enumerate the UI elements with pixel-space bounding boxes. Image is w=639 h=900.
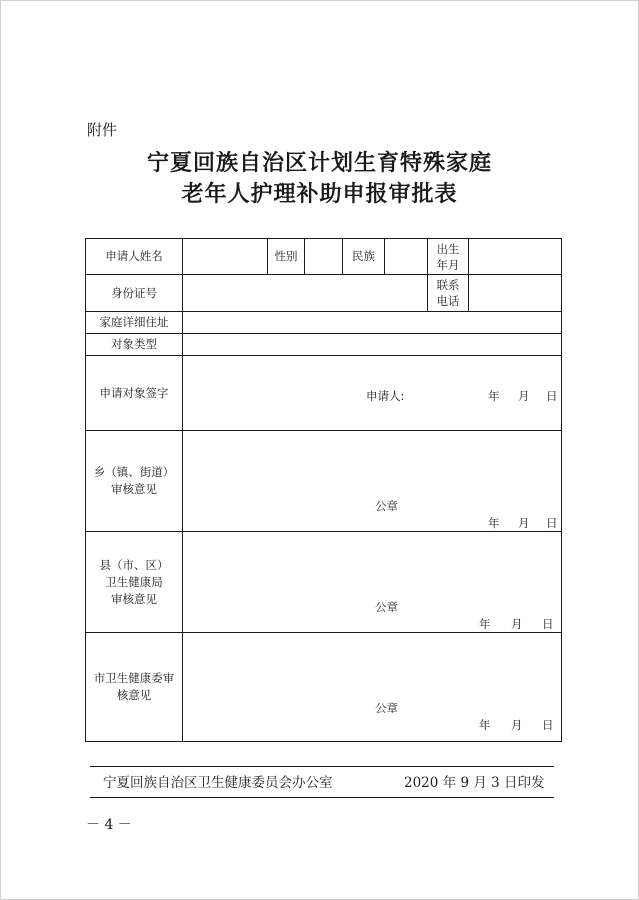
- subject-type-field[interactable]: [183, 334, 562, 356]
- footer-top-rule: [90, 766, 554, 767]
- county-label-line-1: 县（市、区）: [99, 557, 169, 572]
- gender-label: 性别: [268, 239, 305, 275]
- township-box: [183, 431, 561, 531]
- signature-field[interactable]: [183, 356, 562, 431]
- row-address: [86, 312, 562, 334]
- contact-label-line-2: 电话: [436, 294, 460, 308]
- township-day: 日: [546, 516, 558, 530]
- signature-year: 年: [488, 389, 500, 403]
- county-day: 日: [542, 617, 554, 631]
- township-review-label: [86, 431, 183, 532]
- township-month: 月: [518, 516, 530, 530]
- county-label-line-2: 卫生健康局: [105, 574, 163, 589]
- township-review-field[interactable]: [183, 431, 562, 532]
- row-township: [86, 431, 562, 532]
- township-label-line-2: 审核意见: [111, 482, 157, 496]
- signature-label: 申请对象签字: [86, 356, 183, 431]
- birth-label-line-1: 出生: [436, 241, 460, 256]
- row-county: [86, 532, 562, 633]
- contact-phone-label: [428, 275, 469, 312]
- id-number-label: 身份证号: [86, 275, 183, 312]
- county-review-field[interactable]: [183, 532, 562, 633]
- row-id: [86, 275, 562, 312]
- signature-box: [183, 356, 561, 430]
- city-review-field[interactable]: [183, 633, 562, 742]
- row-signature: [86, 356, 562, 431]
- applicant-sign-label: 申请人:: [366, 389, 405, 403]
- birth-date-field[interactable]: [469, 239, 562, 275]
- township-seal-label: 公章: [375, 499, 398, 513]
- id-number-field[interactable]: [183, 275, 428, 312]
- city-label-line-2: 核意见: [116, 688, 152, 702]
- footer-issuer: 宁夏回族自治区卫生健康委员会办公室: [103, 775, 333, 791]
- city-box: [183, 633, 561, 741]
- county-month: 月: [511, 617, 523, 631]
- township-year: 年: [488, 516, 500, 530]
- address-label: 家庭详细住址: [86, 312, 183, 334]
- birth-date-label: [428, 239, 469, 275]
- signature-day: 日: [546, 389, 558, 403]
- gender-field[interactable]: [305, 239, 343, 275]
- title-line-2: 老年人护理补助申报审批表: [181, 181, 458, 207]
- ethnicity-field[interactable]: [385, 239, 428, 275]
- subject-type-label: 对象类型: [86, 334, 183, 356]
- footer-bottom-rule: [90, 797, 554, 798]
- birth-label-line-2: 年月: [436, 257, 460, 272]
- contact-label-line-1: 联系: [436, 278, 460, 292]
- county-label-line-3: 审核意见: [111, 591, 157, 606]
- city-year: 年: [479, 718, 491, 732]
- ethnicity-label: 民族: [343, 239, 385, 275]
- attachment-label: 附件: [87, 121, 118, 139]
- applicant-name-label: 申请人姓名: [86, 239, 183, 275]
- row-city: [86, 633, 562, 742]
- city-month: 月: [511, 718, 523, 732]
- township-label-line-1: 乡（镇、街道）: [93, 465, 175, 479]
- page-number: － 4 －: [86, 817, 132, 833]
- applicant-name-field[interactable]: [183, 239, 268, 275]
- signature-month: 月: [518, 389, 530, 403]
- city-review-label: [86, 633, 183, 742]
- footer-issue-date: 2020 年 9 月 3 日印发: [404, 775, 545, 791]
- county-review-label: [86, 532, 183, 633]
- county-year: 年: [479, 617, 491, 631]
- contact-phone-field[interactable]: [469, 275, 562, 312]
- application-form-table: [85, 238, 562, 742]
- row-subject-type: [86, 334, 562, 356]
- address-field[interactable]: [183, 312, 562, 334]
- city-seal-label: 公章: [375, 701, 398, 715]
- city-label-line-1: 市卫生健康委审: [93, 671, 175, 685]
- city-day: 日: [542, 718, 554, 732]
- title-line-1: 宁夏回族自治区计划生育特殊家庭: [146, 150, 492, 176]
- county-box: [183, 532, 561, 632]
- row-applicant: [86, 239, 562, 275]
- county-seal-label: 公章: [375, 600, 398, 614]
